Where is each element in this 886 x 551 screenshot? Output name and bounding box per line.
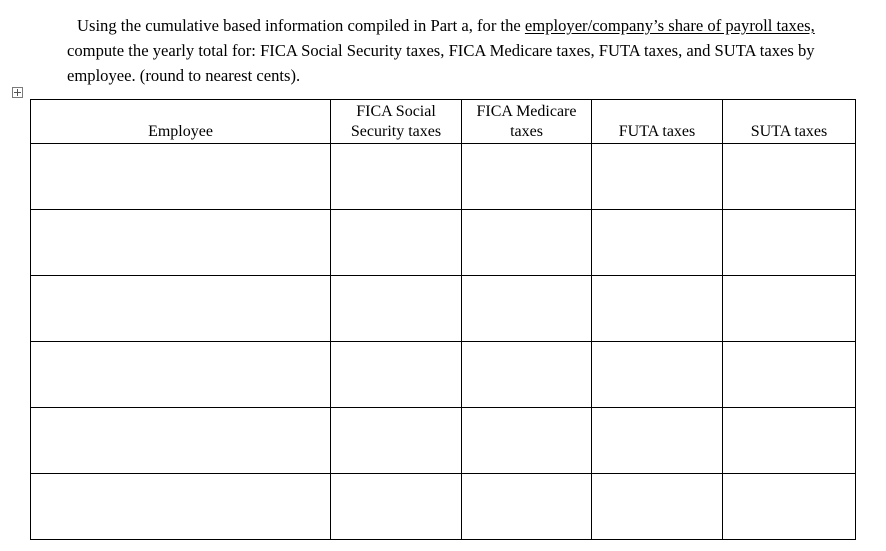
suta-cell[interactable] (723, 408, 856, 474)
move-handle-icon[interactable] (12, 87, 23, 98)
fica-medicare-cell[interactable] (462, 210, 592, 276)
header-fica-medicare: FICA Medicare taxes (462, 100, 592, 144)
fica-medicare-cell[interactable] (462, 408, 592, 474)
instructions-underlined-text: employer/company’s share of payroll taxes, (524, 16, 815, 35)
futa-cell[interactable] (592, 210, 723, 276)
header-suta: SUTA taxes (723, 100, 856, 144)
employee-cell[interactable] (31, 144, 331, 210)
suta-cell[interactable] (723, 276, 856, 342)
instructions-paragraph (67, 13, 857, 88)
fica-ss-cell[interactable] (331, 408, 462, 474)
fica-ss-cell[interactable] (331, 474, 462, 540)
fica-medicare-cell[interactable] (462, 474, 592, 540)
fica-ss-cell[interactable] (331, 276, 462, 342)
instructions-text-2: compute the yearly total for: FICA Social Security taxes, FICA Medicare taxes, FUTA taxes, and SUTA taxes by employee. (round to nearest cents). (67, 41, 815, 85)
fica-medicare-cell[interactable] (462, 276, 592, 342)
table-header-row (31, 100, 856, 144)
suta-cell[interactable] (723, 210, 856, 276)
instructions-text-1: Using the cumulative based information compiled in Part a, for the (77, 16, 525, 35)
suta-cell[interactable] (723, 342, 856, 408)
header-fica-social-security: FICA Social Security taxes (331, 100, 462, 144)
table-row (31, 210, 856, 276)
fica-ss-cell[interactable] (331, 144, 462, 210)
fica-medicare-cell[interactable] (462, 144, 592, 210)
fica-ss-cell[interactable] (331, 210, 462, 276)
futa-cell[interactable] (592, 474, 723, 540)
futa-cell[interactable] (592, 144, 723, 210)
employee-cell[interactable] (31, 342, 331, 408)
header-employee: Employee (31, 100, 331, 144)
table-row (31, 408, 856, 474)
table-row (31, 342, 856, 408)
fica-medicare-cell[interactable] (462, 342, 592, 408)
table-row (31, 144, 856, 210)
employee-cell[interactable] (31, 276, 331, 342)
table-row (31, 474, 856, 540)
header-futa: FUTA taxes (592, 100, 723, 144)
futa-cell[interactable] (592, 342, 723, 408)
employee-cell[interactable] (31, 210, 331, 276)
suta-cell[interactable] (723, 474, 856, 540)
futa-cell[interactable] (592, 276, 723, 342)
table-row (31, 276, 856, 342)
futa-cell[interactable] (592, 408, 723, 474)
employee-cell[interactable] (31, 474, 331, 540)
tax-table (30, 99, 856, 540)
fica-ss-cell[interactable] (331, 342, 462, 408)
suta-cell[interactable] (723, 144, 856, 210)
employee-cell[interactable] (31, 408, 331, 474)
